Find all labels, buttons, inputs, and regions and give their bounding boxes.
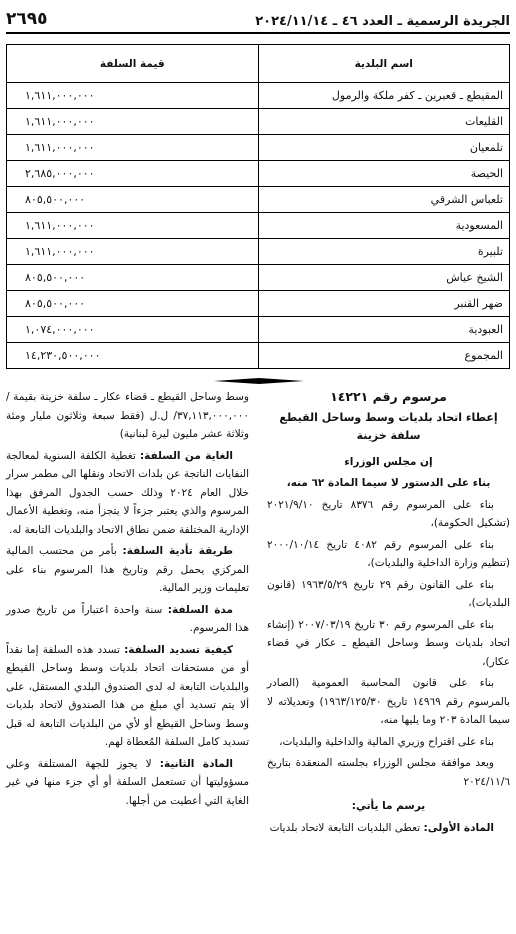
advance-duration-text: سنة واحدة اعتباراً من تاريخ صدور هذا المرسوم.	[6, 603, 249, 634]
article-1-continuation: وسط وساحل القيطع ـ قضاء عكار ـ سلفة خزينة بقيمة /٣٧,١١٣,٠٠٠,٠٠٠/ ل.ل (فقط سبعة وثلاثون مليار ومئة وثلاثة عشر مليون ليرة لبنانية)	[6, 391, 249, 440]
advance-value-cell: ٨٠٥,٥٠٠,٠٠٠	[7, 291, 259, 317]
municipality-name-cell: المجموع	[258, 343, 510, 369]
advance-purpose-text: تغطية الكلفة السنوية لمعالجة النفايات الناتجة عن بلدات الاتحاد ونقلها الى مطمر سرار خلال العام ٢٠٢٤ وذلك حسب الجدول المرفق بهذا المرسوم والذي يعتبر جزءاً لا يتجزأ منه، وتغطية الأعمال الإدارية المختلفة ضمن نطاق الاتحاد والبلديات التابعة له.	[6, 449, 249, 536]
article-2-label: المادة الثانية:	[159, 757, 233, 770]
table-row	[7, 109, 510, 135]
decree-title: مرسوم رقم ١٤٢٢١	[330, 389, 447, 404]
municipality-name-cell: تلبيرة	[258, 239, 510, 265]
table-row	[7, 317, 510, 343]
divider-ornament	[214, 378, 304, 384]
decree-column-right	[267, 388, 510, 840]
table-row	[7, 161, 510, 187]
table-row	[7, 213, 510, 239]
advance-value-cell: ١,٦١١,٠٠٠,٠٠٠	[7, 135, 259, 161]
basis-paragraph-3: بناء على القانون رقم ٢٩ تاريخ ١٩٦٣/٥/٢٩ (قانون البلديات)،	[267, 578, 510, 609]
basis-paragraph-1: بناء على المرسوم رقم ٨٣٧٦ تاريخ ٢٠٢١/٩/١٠ (تشكيل الحكومة)،	[267, 498, 510, 529]
table-row	[7, 239, 510, 265]
table-header-row	[7, 45, 510, 83]
municipality-name-cell: تلمعيان	[258, 135, 510, 161]
advance-value-cell: ١,٦١١,٠٠٠,٠٠٠	[7, 109, 259, 135]
municipality-name-cell: الحيصة	[258, 161, 510, 187]
advance-purpose-label: الغاية من السلفة:	[139, 449, 233, 462]
section-divider	[214, 378, 304, 384]
column-header-municipality: اسم البلدية	[258, 45, 510, 83]
article-1	[267, 819, 510, 838]
decree-intro: إن مجلس الوزراء	[344, 455, 433, 468]
advance-value-cell: ٨٠٥,٥٠٠,٠٠٠	[7, 187, 259, 213]
repayment-method-label: كيفية تسديد السلفة:	[124, 643, 233, 656]
advance-value-cell: ٢,٦٨٥,٠٠٠,٠٠٠	[7, 161, 259, 187]
article-1-label: المادة الأولى:	[423, 821, 494, 834]
page-header	[6, 8, 510, 34]
municipality-name-cell: العبودية	[258, 317, 510, 343]
municipality-name-cell: القليعات	[258, 109, 510, 135]
payment-method-text: بأمر من محتسب المالية المركزي يحمل رقم وتاريخ هذا المرسوم بناء على تعليمات وزير المالية.	[6, 545, 249, 594]
basis-constitution: بناء على الدستور لا سيما المادة ٦٢ منه،	[286, 477, 491, 489]
decree-subject-line-1: إعطاء اتحاد بلديات وسط وساحل القيطع	[279, 410, 498, 424]
repayment-method-text: تسدد هذه السلفة إما نقداً أو من مستحقات اتحاد بلديات وسط وساحل القيطع والبلديات التابعة له لدى الصندوق البلدي المستقل، على ألا يتم تسديد أي مبلغ من هذا الصندوق لاتحاد بلديات وسط وساحل القيطع أو لأي من البلديات التابعة له قبل تسديد كامل السلفة المُعطاة لهم.	[6, 643, 249, 748]
table-row	[7, 187, 510, 213]
decree-subject	[267, 409, 510, 445]
municipality-name-cell: الشيخ عياش	[258, 265, 510, 291]
municipality-name-cell: ضهر القنبر	[258, 291, 510, 317]
basis-paragraph-2: بناء على المرسوم رقم ٤٠٨٢ تاريخ ٢٠٠٠/١٠/١٤ (تنظيم وزارة الداخلية والبلديات)،	[267, 538, 510, 569]
advance-duration-label: مدة السلفة:	[167, 603, 234, 616]
table-row	[7, 83, 510, 109]
table-row	[7, 343, 510, 369]
advance-allocation-table	[6, 44, 510, 369]
basis-paragraph-4: بناء على المرسوم رقم ٣٠ تاريخ ٢٠٠٧/٠٣/١٩ (إنشاء اتحاد بلديات وسط وساحل القيطع ـ عكار في قضاء عكار)،	[267, 618, 510, 668]
advance-value-cell: ١,٠٧٤,٠٠٠,٠٠٠	[7, 317, 259, 343]
table-row	[7, 135, 510, 161]
article-1-text: تعطى البلديات التابعة لاتحاد بلديات	[269, 821, 421, 834]
journal-issue-title: الجريدة الرسمية ـ العدد ٤٦ ـ ٢٠٢٤/١١/١٤	[255, 14, 510, 29]
article-2	[6, 755, 249, 811]
advance-purpose	[6, 447, 249, 540]
decree-subject-line-2: سلفة خزينة	[356, 428, 421, 442]
advance-value-cell: ١,٦١١,٠٠٠,٠٠٠	[7, 83, 259, 109]
municipality-name-cell: المقيطع ـ قعبرين ـ كفر ملكة والرمول	[258, 83, 510, 109]
municipality-name-cell: تلعباس الشرقي	[258, 187, 510, 213]
page-number: ٢٦٩٥	[6, 9, 48, 29]
decree-column-left	[6, 388, 249, 813]
municipality-name-cell: المسعودية	[258, 213, 510, 239]
advance-duration	[6, 601, 249, 638]
advance-value-cell: ١٤,٢٣٠,٥٠٠,٠٠٠	[7, 343, 259, 369]
basis-paragraph-5: بناء على قانون المحاسبة العمومية (الصادر بالمرسوم رقم ١٤٩٦٩ تاريخ ١٩٦٣/١٢٥/٣٠) وتعديلاته لا سيما المادة ٢٠٣ وما يليها منه،	[267, 677, 510, 726]
repayment-method	[6, 641, 249, 752]
column-header-value: قيمة السلفة	[7, 45, 259, 83]
advance-value-cell: ٨٠٥,٥٠٠,٠٠٠	[7, 265, 259, 291]
basis-paragraph-7: وبعد موافقة مجلس الوزراء بجلسته المنعقدة بتاريخ ٢٠٢٤/١١/٦	[267, 757, 510, 788]
article-2-text: لا يجوز للجهة المستلفة وعلى مسؤوليتها أن تستعمل السلفة أو أي جزء منها في غير الغاية التي أعطيت من أجلها.	[6, 757, 249, 807]
basis-paragraph-6: بناء على اقتراح وزيري المالية والداخلية والبلديات،	[279, 735, 494, 748]
table-body	[7, 83, 510, 369]
advance-value-cell: ١,٦١١,٠٠٠,٠٠٠	[7, 213, 259, 239]
table-row	[7, 291, 510, 317]
decrees-following: يرسم ما يأتي:	[351, 800, 426, 812]
advance-value-cell: ١,٦١١,٠٠٠,٠٠٠	[7, 239, 259, 265]
payment-method-label: طريقة تأدية السلفة:	[122, 545, 233, 557]
table-row	[7, 265, 510, 291]
payment-method	[6, 542, 249, 598]
